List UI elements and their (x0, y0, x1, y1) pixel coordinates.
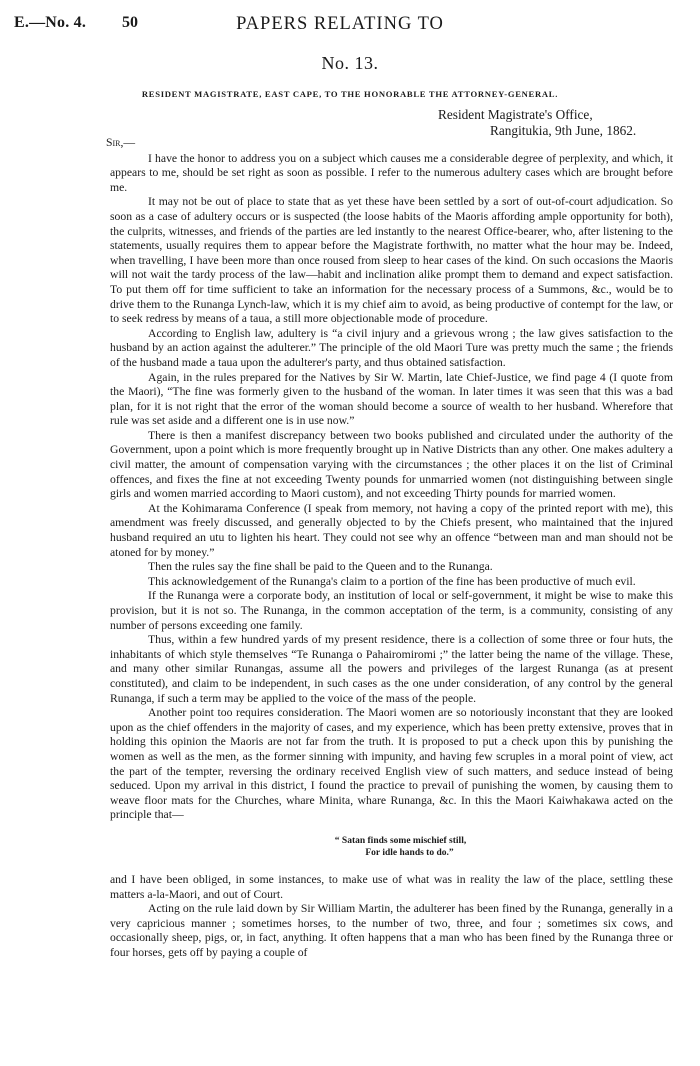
verse-quotation (110, 836, 673, 859)
paragraph: Another point too requires consideration. The Maori women are so notoriously inconstant that they are looked upon as the chief offenders in the majority of cases, and my experience, which has been pretty extensive, proves that in holding this opinion the Maoris are not far from the truth. It is proposed to put a check upon this by punishing the women as well as the men, as the former sinning with impunity, and having few scruples in a moral point of view, act the part of the tempter, reversing the ordinary received English view of such matters, and seduce instead of being seduced. Upon my arrival in this district, I found the practice to prevail of punishing the women, by causing them to weave floor mats for the Churches, whare Minita, whare Runanga, &c. In this the Maori Kaiwhakawa acted on the principle that— (110, 706, 673, 822)
paragraph: This acknowledgement of the Runanga's claim to a portion of the fine has been productive of much evil. (148, 574, 636, 588)
document-number: No. 13. (321, 53, 379, 73)
paragraph: Then the rules say the fine shall be paid to the Queen and to the Runanga. (148, 560, 493, 574)
paragraph: Again, in the rules prepared for the Natives by Sir W. Martin, late Chief-Justice, we find page 4 (I quote from the Maori), “The fine was formerly given to the husband of the woman. In later times it was seen that this was a bad plan, for it is not right that the error of the woman should become a source of wealth to her husband. Wherefore that rule was set aside and a different one is in use now.” (110, 370, 673, 428)
paragraph: and I have been obliged, in some instances, to make use of what was in reality the law of the place, settling these matters a-la-Maori, and out of Court. (110, 873, 673, 901)
paragraph: There is then a manifest discrepancy between two books published and circulated under the authority of the Government, upon a point which is more frequently brought up in Native Districts than any other. One makes adultery a civil matter, the amount of compensation varying with the circumstances ; the other places it on the list of Criminal offences, and fixes the fine at not exceeding Twenty pounds for unmarried women (not distinguishing between single girls and women married according to Maori custom), and not exceeding Thirty pounds for married women. (110, 428, 673, 501)
address-line-office: Resident Magistrate's Office, (438, 107, 593, 122)
salutation: Sir,— (106, 136, 136, 149)
paragraph: If the Runanga were a corporate body, an institution of local or self-government, it might be wise to make this provision, but it is not so. The Runanga, in the common acceptation of the term, is a community, consisting of any number of persons exceeding one family. (110, 589, 673, 632)
section-reference: E.—No. 4. (14, 14, 87, 31)
paragraph: At the Kohimarama Conference (I speak from memory, not having a copy of the printed report with me), this amendment was freely discussed, and generally objected to by the Chiefs present, who maintained that the injured husband required an utu to lighten his heart. They could not see why an offence “between man and man should not be atoned for by money.” (110, 501, 673, 559)
page-number: 50 (122, 14, 138, 31)
paragraph: According to English law, adultery is “a civil injury and a grievous wrong ; the law gives satisfaction to the husband by an action against the adulterer.” The principle of the old Maori Ture was pretty much the same ; the friends of the husband made a taua upon the adulterer's party, and thus obtained satisfaction. (110, 326, 673, 369)
address-line-place-date: Rangitukia, 9th June, 1862. (490, 122, 637, 138)
running-header (14, 14, 666, 36)
paragraph: Acting on the rule laid down by Sir William Martin, the adulterer has been fined by the Runanga, generally in a very capricious manner ; sometimes horses, to the number of two, three, and four ; sometimes six cows, and occasionally sheep, pigs, or, in fact, anything. It often happens that a man who has been fined by the Runanga three or four horses, gets off by paying a couple of (110, 902, 673, 960)
quote-line: “ Satan finds some mischief still, (334, 835, 467, 846)
letter-body (106, 136, 673, 961)
paragraph: I have the honor to address you on a subject which causes me a considerable degree of perplexity, and which, it appears to me, should be set right as soon as possible. I refer to the numerous adultery cases which are brought before me. (110, 151, 673, 194)
paragraph: It may not be out of place to state that as yet these have been settled by a sort of out-of-court adjudication. So soon as a case of adultery occurs or is suspected (the loose habits of the Maoris affording ample opportunity for both), the culprits, witnesses, and friends of the parties are led instantly to the nearest Office-bearer, who, after listening to the statements, usually requires them to appear before the Magistrate forthwith, no matter what the hour may be. Indeed, when travelling, I have been more than once roused from sleep to hear cases of the kind. On such occasions the Maoris will not wait the tardy process of the law—habit and inclination alike prompt them to demand and expect satisfaction. To put them off for time sufficient to take an information for the necessary process of a Summons, &c., would be to drive them to the Runanga Lynch-law, which it is my chief aim to avoid, as being productive of contempt for the law, or to seek redress by means of a taua, a still more objectionable mode of procedure. (110, 195, 673, 326)
quote-line: For idle hands to do.” (365, 847, 454, 858)
sender-address (438, 107, 678, 138)
paragraph: Thus, within a few hundred yards of my present residence, there is a collection of some three or four huts, the inhabitants of which style themselves “Te Runanga o Pahairomiromi ;” the latter being the name of the village. These, and many other similar Runangas, assume all the powers and privileges of the largest Runanga (as at present constituted), and claim to be independent, in such cases as the one under consideration, of any control by the general Runanga, if such a term may be applied to the voice of the mass of the people. (110, 633, 673, 705)
document-heading: RESIDENT MAGISTRATE, EAST CAPE, TO THE HONORABLE THE ATTORNEY-GENERAL. (141, 89, 559, 99)
running-title: PAPERS RELATING TO (236, 14, 444, 34)
